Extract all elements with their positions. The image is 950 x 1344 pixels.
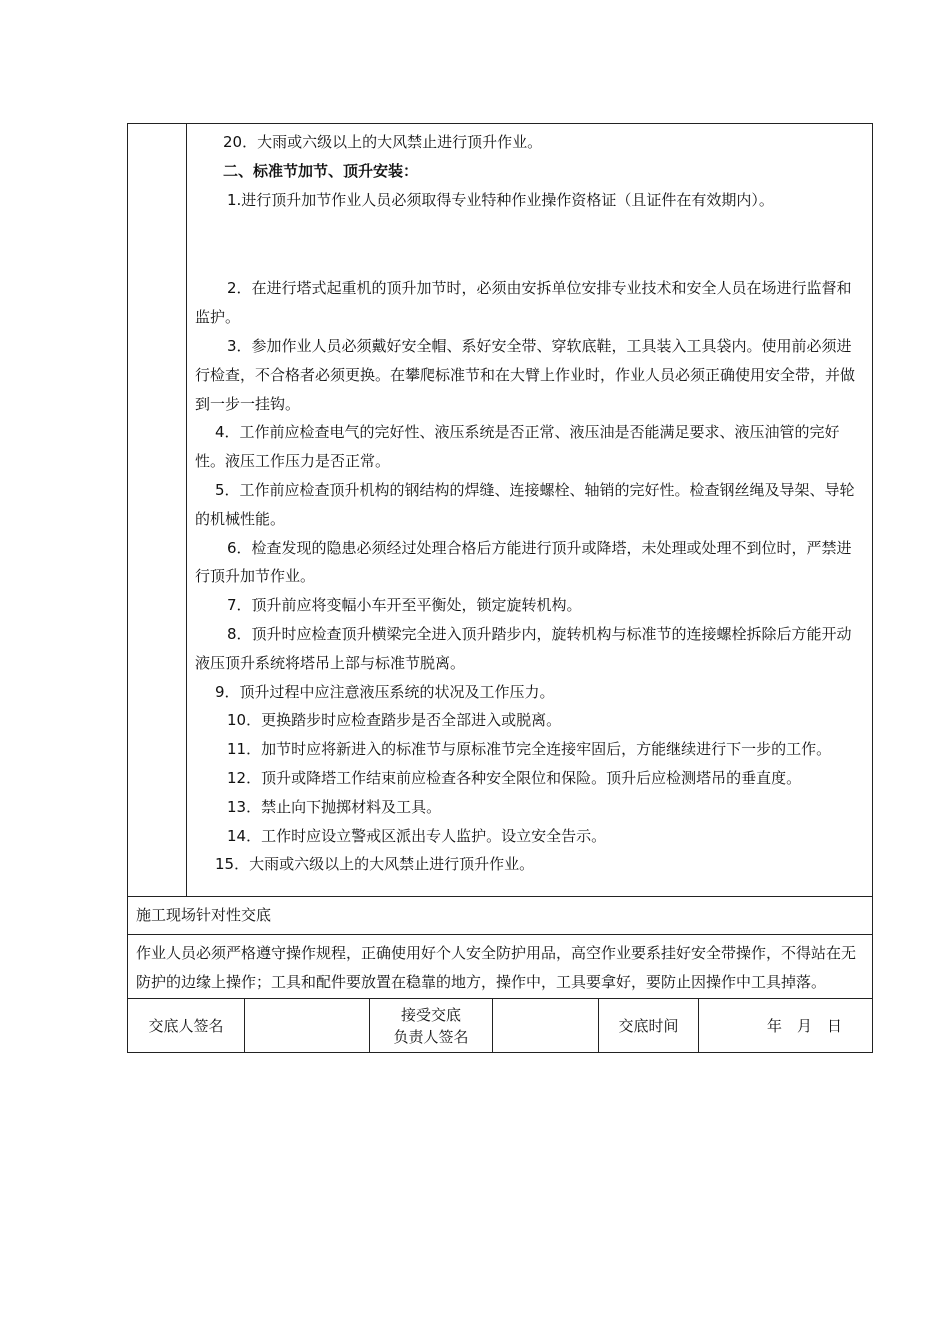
requirement-item: 12．顶升或降塔工作结束前应检查各种安全限位和保险。顶升后应检测塔吊的垂直度。: [227, 768, 802, 787]
requirement-item: 9．顶升过程中应注意液压系统的状况及工作压力。: [215, 682, 555, 701]
briefer-signature-field[interactable]: [245, 999, 370, 1052]
briefer-label: 交底人签名: [128, 999, 245, 1052]
left-label-column: [128, 124, 187, 896]
requirement-item: 15．大雨或六级以上的大风禁止进行顶升作业。: [215, 855, 535, 874]
site-section-content: 作业人员必须严格遵守操作规程，正确使用好个人安全防护用品，高空作业要系挂好安全带操作，不得站在无防护的边缘上操作；工具和配件要放置在稳靠的地方，操作中，工具要拿好，要防止因操作中工具掉落。: [128, 935, 872, 999]
disclosure-table: [127, 123, 873, 1053]
blank-line: [195, 230, 864, 258]
requirement-item: 6．检查发现的隐患必须经过处理合格后方能进行顶升或降塔，未处理或处理不到位时，严禁进行顶升加节作业。: [195, 538, 852, 586]
requirement-item: 8．顶升时应检查顶升横梁完全进入顶升踏步内，旋转机构与标准节的连接螺栓拆除后方能开动液压顶升系统将塔吊上部与标准节脱离。: [195, 624, 852, 672]
site-section-title: 施工现场针对性交底: [128, 897, 872, 935]
receiver-label: [370, 999, 493, 1052]
receiver-signature-field[interactable]: [493, 999, 599, 1052]
requirement-item: 20．大雨或六级以上的大风禁止进行顶升作业。: [223, 133, 543, 151]
content-block: [128, 124, 872, 897]
safety-requirements-content: [187, 124, 872, 896]
requirement-item: 13．禁止向下抛掷材料及工具。: [227, 797, 442, 816]
receiver-label-line1: 接受交底: [400, 1005, 461, 1024]
requirement-item: 2．在进行塔式起重机的顶升加节时，必须由安拆单位安排专业技术和安全人员在场进行监督和监护。: [195, 279, 852, 327]
requirement-item: 7．顶升前应将变幅小车开至平衡处，锁定旋转机构。: [227, 596, 582, 615]
section-heading: 二、标准节加节、顶升安装：: [223, 161, 419, 180]
requirement-item: 5．工作前应检查顶升机构的钢结构的焊缝、连接螺栓、轴销的完好性。检查钢丝绳及导架、导轮的机械性能。: [195, 480, 855, 528]
requirement-item: 10．更换踏步时应检查踏步是否全部进入或脱离。: [227, 711, 562, 730]
date-field[interactable]: 年 月 日: [766, 1017, 842, 1035]
receiver-label-line2: 负责人签名: [393, 1027, 469, 1046]
signature-row: [128, 999, 872, 1052]
requirement-item: 4．工作前应检查电气的完好性、液压系统是否正常、液压油是否能满足要求、液压油管的完好性。液压工作压力是否正常。: [195, 423, 840, 471]
requirement-item: 11．加节时应将新进入的标准节与原标准节完全连接牢固后，方能继续进行下一步的工作。: [227, 740, 832, 759]
requirement-item: 3．参加作业人员必须戴好安全帽、系好安全带、穿软底鞋，工具装入工具袋内。使用前必须进行检查，不合格者必须更换。在攀爬标准节和在大臂上作业时，作业人员必须正确使用安全带，并做到一步一挂钩。: [195, 336, 856, 413]
time-label: 交底时间: [599, 999, 699, 1052]
requirement-item: 14．工作时应设立警戒区派出专人监护。设立安全告示。: [227, 826, 607, 845]
requirement-item: 1.进行顶升加节作业人员必须取得专业特种作业操作资格证（且证件在有效期内）。: [227, 190, 774, 209]
